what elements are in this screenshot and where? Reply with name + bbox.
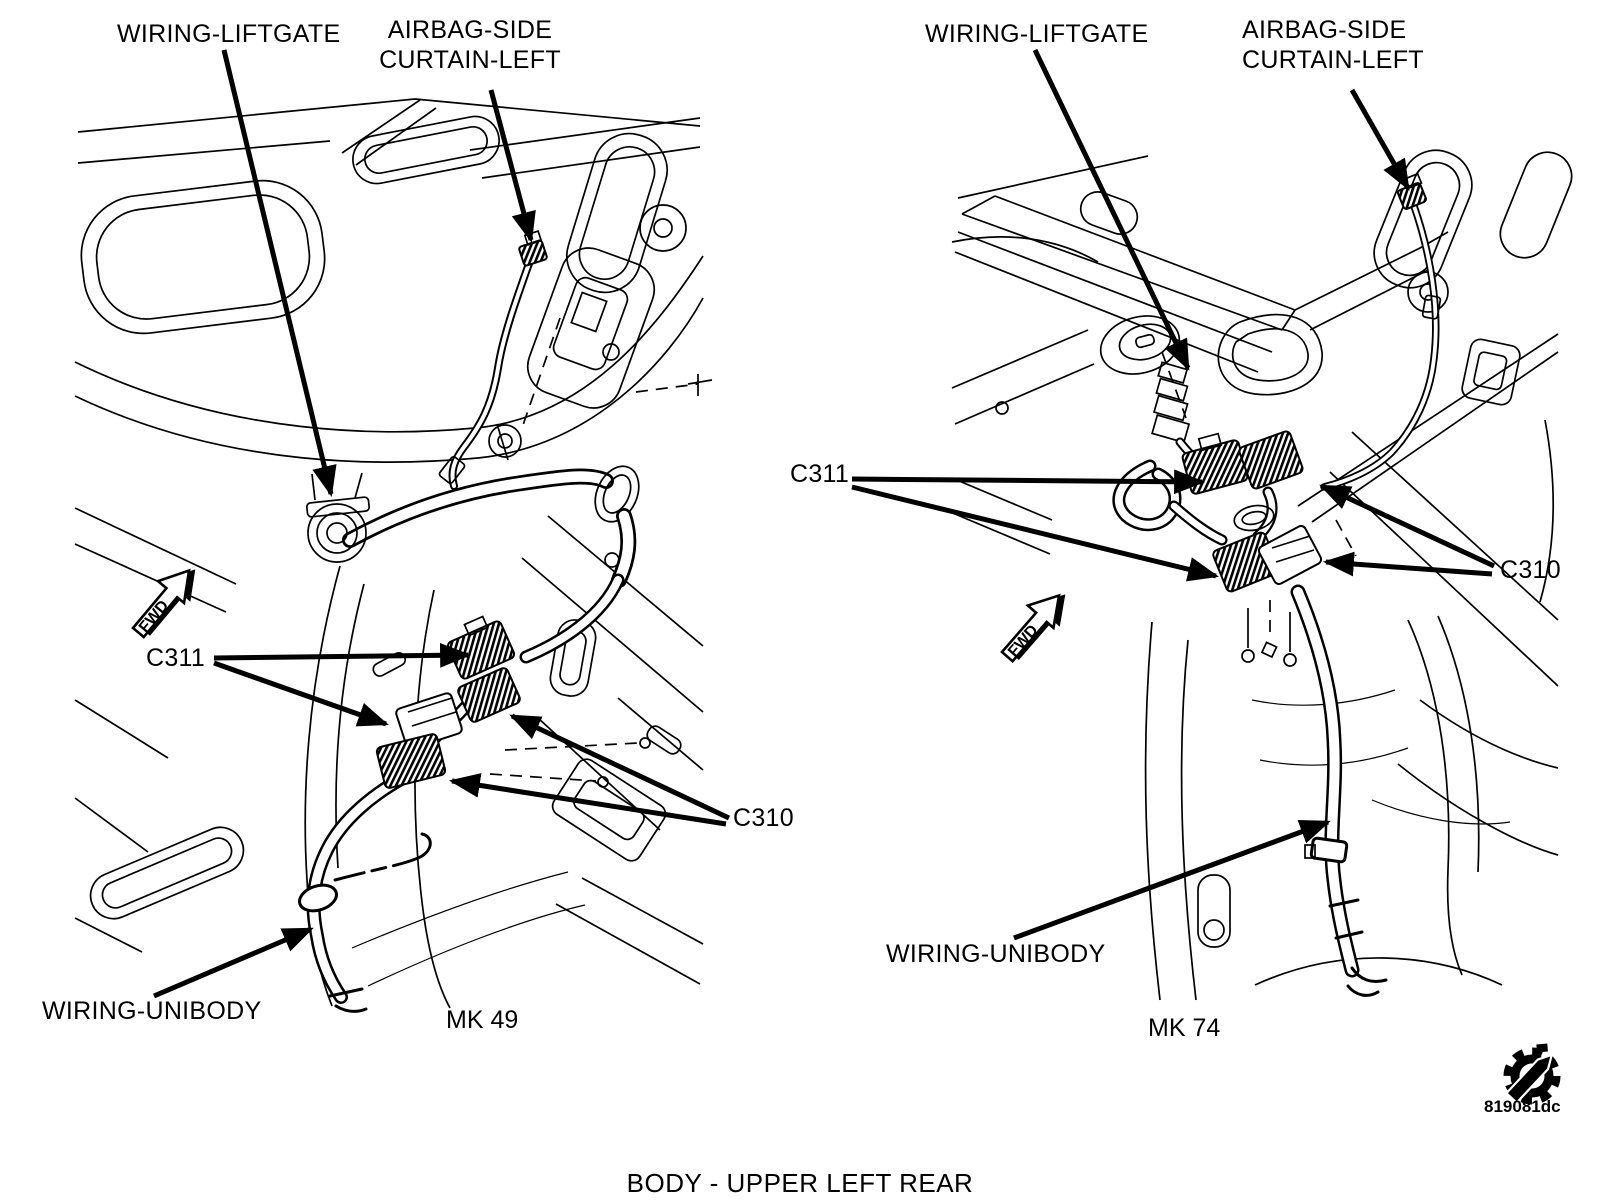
fwd-arrow-mk74 — [994, 581, 1078, 670]
leader-c311b-mk74 — [852, 487, 1216, 576]
label-wiring-liftgate-mk74: WIRING-LIFTGATE — [925, 20, 1149, 48]
leader-c310b-mk74 — [1326, 562, 1492, 574]
leader-c310a-mk74 — [1322, 486, 1494, 566]
label-c310-mk49: C310 — [733, 804, 794, 832]
mk49-body-structure — [74, 99, 712, 1008]
label-wiring-unibody-mk49: WIRING-UNIBODY — [42, 997, 262, 1025]
leader-unibody-mk49 — [154, 929, 311, 996]
label-c310-mk74: C310 — [1500, 556, 1561, 584]
figure-code: 819081dc — [1484, 1097, 1561, 1116]
fwd-arrow-mk49 — [125, 556, 209, 646]
label-airbag-mk74: AIRBAG-SIDE CURTAIN-LEFT — [1242, 16, 1424, 74]
figure-title: BODY - UPPER LEFT REAR — [626, 1168, 974, 1198]
caption-mk49: MK 49 — [446, 1006, 519, 1034]
leader-airbag-mk74 — [1352, 90, 1408, 188]
fwd-label-mk74: FWD — [1005, 621, 1042, 661]
leader-c311a-mk74 — [852, 479, 1202, 482]
label-airbag-mk49: AIRBAG-SIDE CURTAIN-LEFT — [379, 16, 561, 74]
mk49-leader-arrows — [154, 50, 729, 996]
label-wiring-unibody-mk74: WIRING-UNIBODY — [886, 940, 1106, 968]
fwd-label-mk49: FWD — [135, 597, 173, 637]
leader-c310a-mk49 — [512, 716, 729, 818]
leader-c310b-mk49 — [452, 781, 726, 824]
mk74-connectors — [1182, 430, 1323, 593]
leader-airbag-mk49 — [491, 90, 531, 240]
leader-c311b-mk49 — [214, 663, 386, 724]
caption-mk74: MK 74 — [1148, 1014, 1221, 1042]
leader-wiring-liftgate-mk49 — [224, 50, 331, 494]
gear-pencil-icon — [1498, 1039, 1560, 1103]
label-wiring-liftgate-mk49: WIRING-LIFTGATE — [117, 20, 341, 48]
label-c311-mk74: C311 — [790, 460, 850, 488]
leader-c311a-mk49 — [214, 655, 468, 658]
leader-wiring-liftgate-mk74 — [1035, 50, 1188, 368]
leader-unibody-mk74 — [1014, 822, 1328, 938]
label-c311-mk49: C311 — [146, 644, 206, 672]
